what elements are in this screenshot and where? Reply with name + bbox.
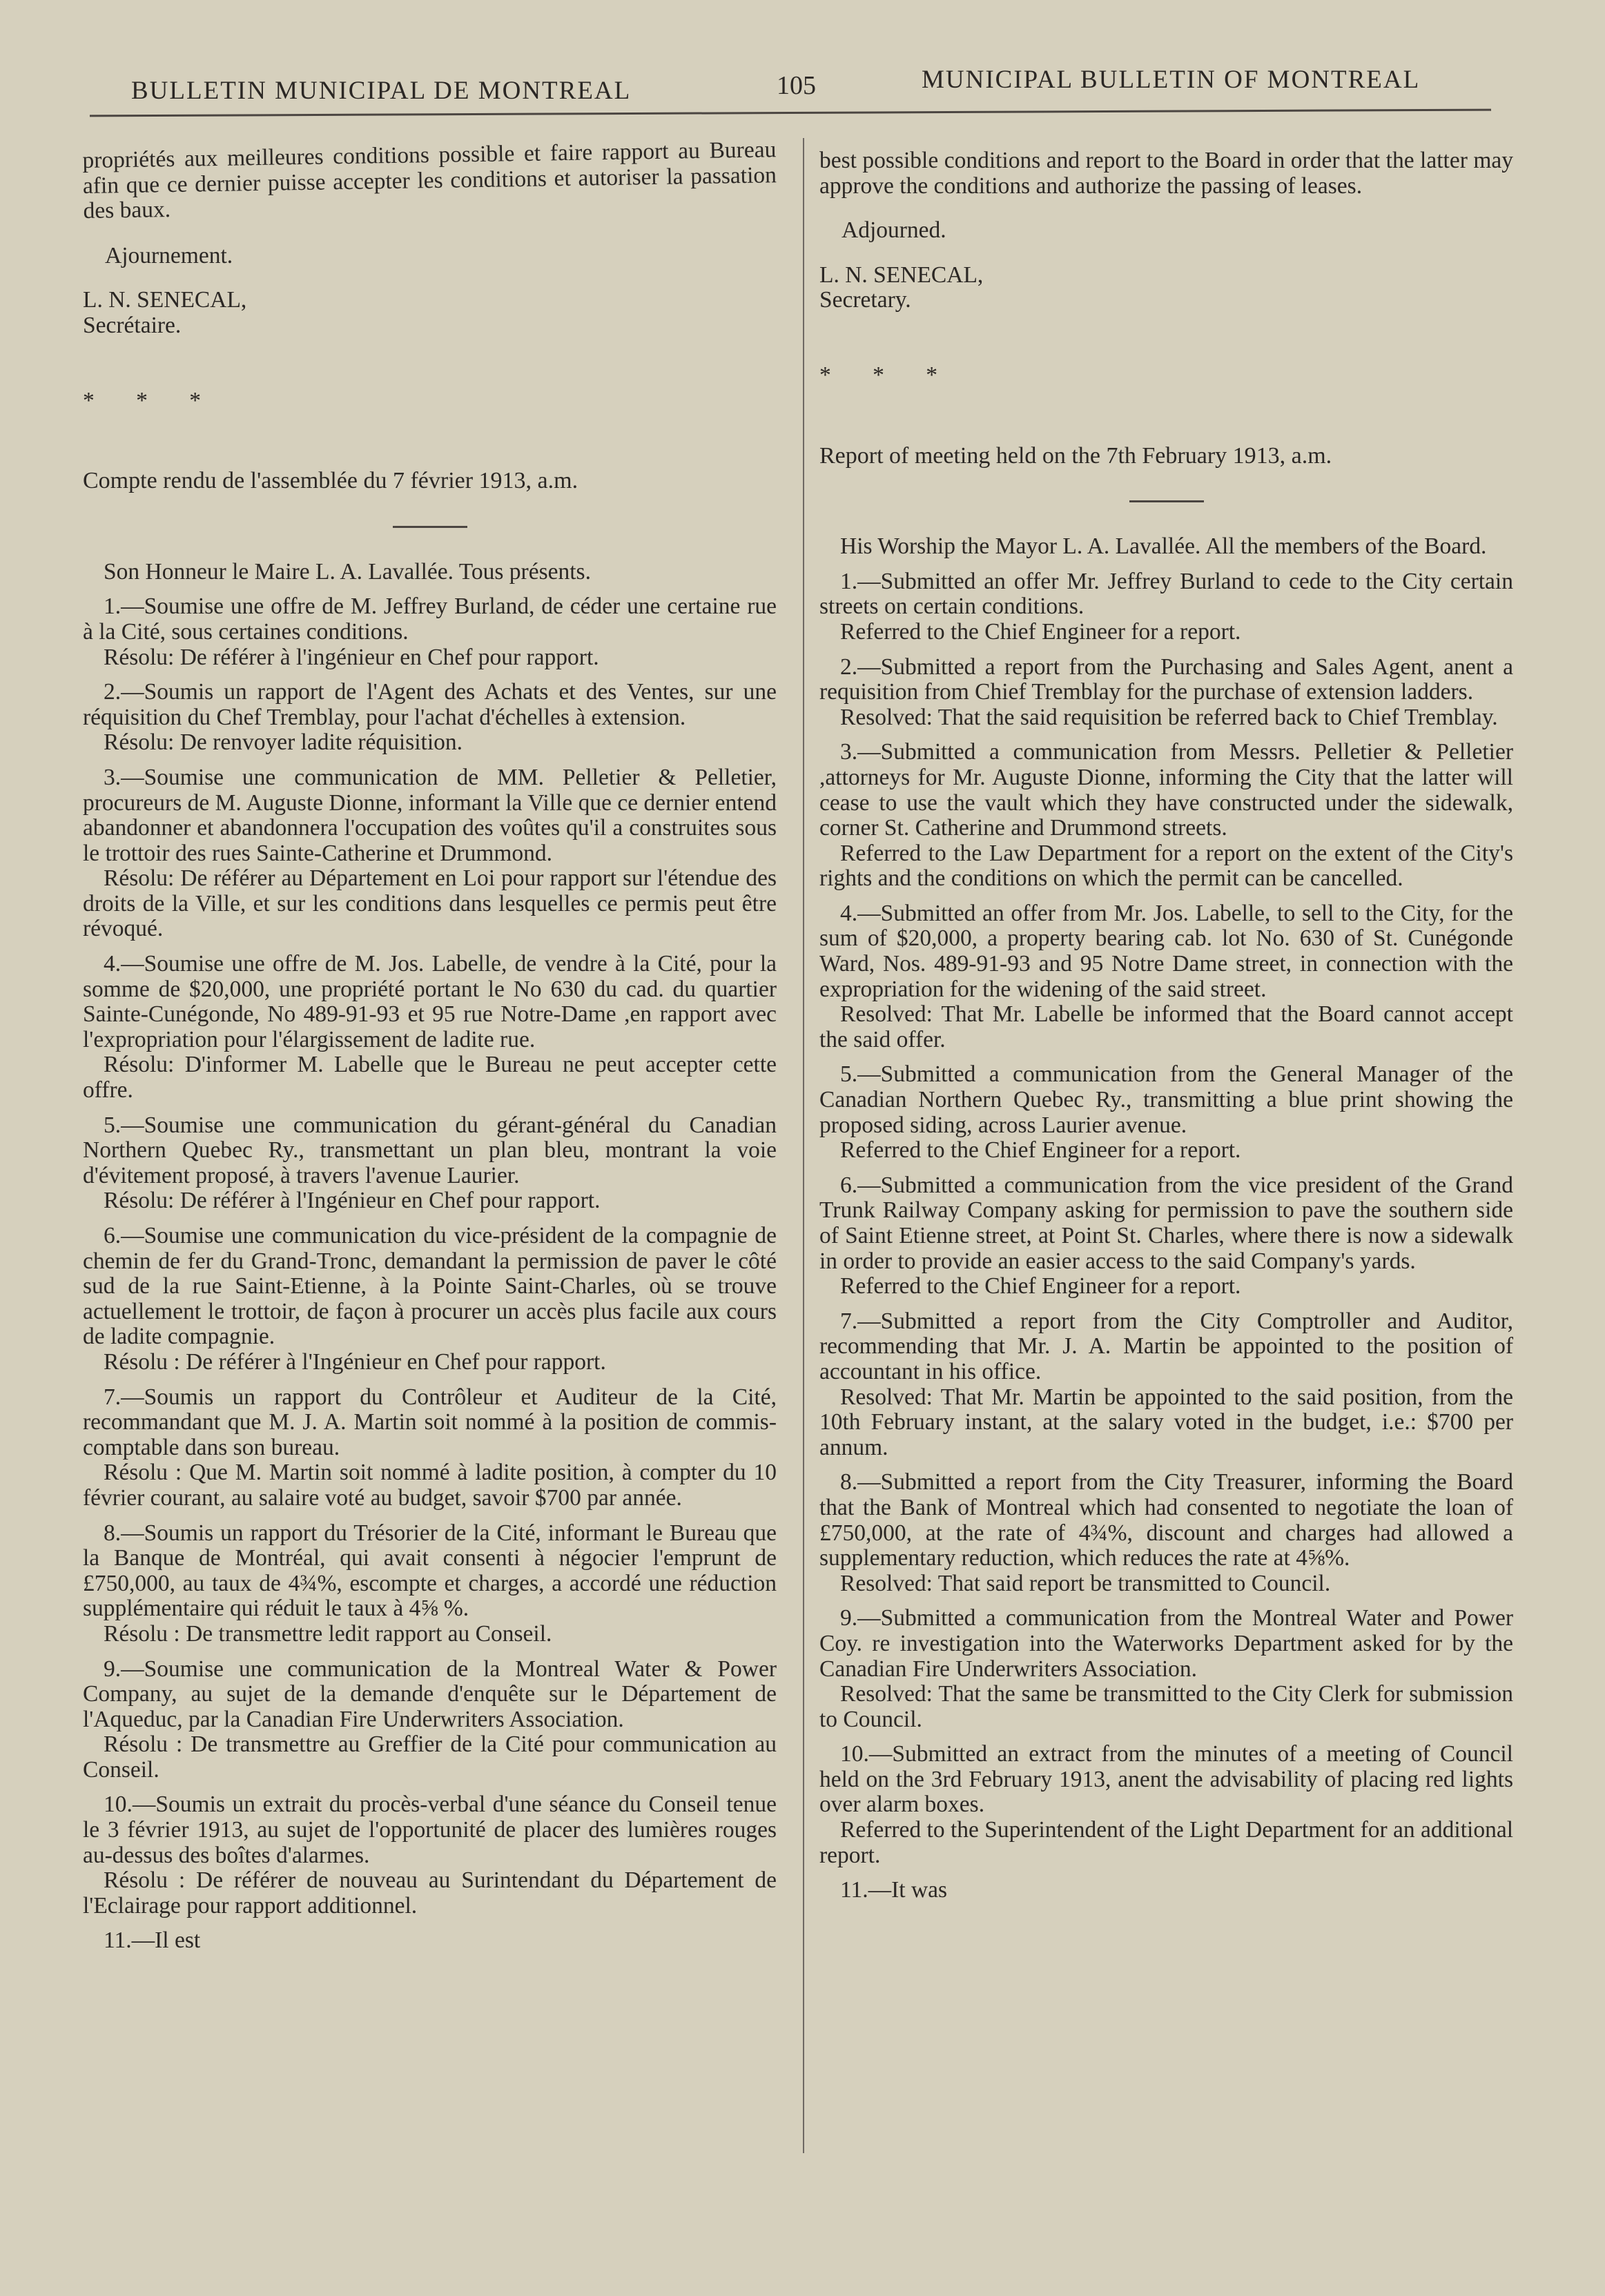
adjournment: Ajournement.	[105, 242, 233, 268]
list-item: 8.—Submitted a report from the City Treasurer, informing the Board that the Bank of Montreal which had consented to negotiate the loan of £750,000, at the rate of 4¾%, discount and charges had allowed a supplementary reduction, which reduces the rate at 4⅝%.	[819, 1469, 1513, 1571]
resolution: Resolved: That the said requisition be referred back to Chief Tremblay.	[840, 704, 1498, 730]
adjournment: Adjourned.	[842, 217, 946, 244]
list-item: 1.—Soumise une offre de M. Jeffrey Burland, de céder une certaine rue à la Cité, sous certaines conditions.	[83, 593, 777, 645]
signature-title: Secrétaire.	[83, 312, 182, 338]
list-item: 5.—Soumise une communication du gérant-général du Canadian Northern Quebec Ry., transmettant un plan bleu, montrant la voie d'évitement proposé, à travers l'avenue Laurier.	[83, 1112, 777, 1188]
list-item: 10.—Submitted an extract from the minutes of a meeting of Council held on the 3rd February 1913, anent the advisability of placing red lights over alarm boxes.	[819, 1741, 1513, 1818]
header-title-english: MUNICIPAL BULLETIN OF MONTREAL	[922, 66, 1421, 94]
list-item: 2.—Submitted a report from the Purchasing and Sales Agent, anent a requisition from Chief Tremblay for the purchase of extension ladders.	[819, 654, 1513, 705]
resolution: Referred to the Law Department for a report on the extent of the City's rights and the conditions on which the permit can be cancelled.	[819, 840, 1513, 892]
meeting-title: Report of meeting held on the 7th February 1913, a.m.	[819, 442, 1332, 469]
list-item: 8.—Soumis un rapport du Trésorier de la Cité, informant le Bureau que la Banque de Montréal, qui avait consenti à négocier l'emprunt de £750,000, au taux de 4¾%, escompte et charges, a accordé une réduction supplémentaire qui réduit le taux à 4⅝ %.	[83, 1520, 777, 1622]
list-item: 4.—Submitted an offer from Mr. Jos. Labelle, to sell to the City, for the sum of $20,000, a property bearing cab. lot No. 630 of St. Cunégonde Ward, Nos. 489-91-93 and 95 Notre Dame street, in connection with the expropriation for the widening of the said street.	[819, 900, 1513, 1002]
resolution: Résolu: De référer à l'ingénieur en Chef pour rapport.	[104, 644, 599, 670]
signature-title: Secretary.	[819, 287, 911, 313]
resolution: Referred to the Superintendent of the Light Department for an additional report.	[819, 1817, 1513, 1868]
header-title-french: BULLETIN MUNICIPAL DE MONTREAL	[131, 77, 632, 105]
intro-paragraph: best possible conditions and report to the Board in order that the latter may approve the conditions and authorize the passing of leases.	[819, 148, 1513, 199]
list-item: 1.—Submitted an offer Mr. Jeffrey Burland to cede to the City certain streets on certain conditions.	[819, 568, 1513, 620]
resolution: Résolu : De transmettre au Greffier de la Cité pour communication au Conseil.	[83, 1731, 777, 1783]
column-english	[819, 148, 1513, 1903]
resolution: Résolu: De référer à l'Ingénieur en Chef pour rapport.	[104, 1188, 601, 1214]
list-item: 2.—Soumis un rapport de l'Agent des Achats et des Ventes, sur une réquisition du Chef Tremblay, pour l'achat d'échelles à extension.	[83, 679, 777, 730]
header-rule	[90, 109, 1491, 117]
resolution: Résolu: De renvoyer ladite réquisition.	[104, 729, 463, 756]
resolution: Résolu : Que M. Martin soit nommé à ladite position, à compter du 10 février courant, au salaire voté au budget, savoir $700 par année.	[83, 1460, 777, 1511]
resolution: Resolved: That Mr. Labelle be informed that the Board cannot accept the said offer.	[819, 1001, 1513, 1052]
list-item: 7.—Soumis un rapport du Contrôleur et Auditeur de la Cité, recommandant que M. J. A. Martin soit nommé à la position de commis-comptable dans son bureau.	[83, 1384, 777, 1460]
list-item: 9.—Soumise une communication de la Montreal Water & Power Company, au sujet de la demande d'enquête sur le Département de l'Aqueduc, par la Canadian Fire Underwriters Association.	[83, 1656, 777, 1732]
list-item: 5.—Submitted a communication from the General Manager of the Canadian Northern Quebec Ry., transmitting a blue print showing the proposed siding, across Laurier avenue.	[819, 1061, 1513, 1138]
list-item: 7.—Submitted a report from the City Comptroller and Auditor, recommending that Mr. J. A. Martin be appointed to the position of accountant in his office.	[819, 1308, 1513, 1384]
list-item: 4.—Soumise une offre de M. Jos. Labelle, de vendre à la Cité, pour la somme de $20,000, une propriété portant le No 630 du cad. du quartier Sainte-Cunégonde, No 489-91-93 et 95 rue Notre-Dame ,en rapport avec l'expropriation pour l'élargissement de ladite rue.	[83, 951, 777, 1052]
closing-fragment: 11.—It was	[840, 1877, 948, 1903]
resolution: Résolu : De référer de nouveau au Surintendant du Département de l'Eclairage pour rapport additionnel.	[83, 1867, 777, 1919]
page-number: 105	[777, 71, 816, 100]
resolution: Referred to the Chief Engineer for a report.	[840, 1137, 1241, 1164]
attendance: Son Honneur le Maire L. A. Lavallée. Tous présents.	[104, 558, 591, 585]
list-item: 9.—Submitted a communication from the Montreal Water and Power Coy. re investigation into the Waterworks Department asked for by the Canadian Fire Underwriters Association.	[819, 1605, 1513, 1682]
resolution: Resolved: That the same be transmitted to the City Clerk for submission to Council.	[819, 1681, 1513, 1732]
list-item: 3.—Soumise une communication de MM. Pelletier & Pelletier, procureurs de M. Auguste Dionne, informant la Ville que ce dernier entend abandonner et abandonnera l'occupation des voûtes qu'il a construites sous le trottoir des rues Sainte-Catherine et Drummond.	[83, 764, 777, 866]
signature-name: L. N. SENECAL,	[83, 287, 247, 313]
section-separator: * * *	[819, 362, 955, 388]
signature-name: L. N. SENECAL,	[819, 262, 984, 288]
page-header	[124, 61, 1491, 109]
resolution: Résolu : De transmettre ledit rapport au Conseil.	[104, 1620, 552, 1647]
meeting-title: Compte rendu de l'assemblée du 7 février 1913, a.m.	[83, 468, 578, 494]
intro-paragraph: propriétés aux meilleures conditions possible et faire rapport au Bureau afin que ce dernier puisse accepter les conditions et autoriser la passation des baux.	[82, 137, 777, 224]
resolution: Referred to the Chief Engineer for a report.	[840, 618, 1241, 645]
column-french	[82, 137, 777, 1954]
list-item: 6.—Soumise une communication du vice-président de la compagnie de chemin de fer du Grand-Tronc, demandant la permission de paver le côté sud de la rue Saint-Etienne, à la Pointe Saint-Charles, où se trouve actuellement le trottoir, de façon à procurer un accès plus facile aux cours de ladite compagnie.	[83, 1223, 777, 1350]
list-item: 10.—Soumis un extrait du procès-verbal d'une séance du Conseil tenue le 3 février 1913, au sujet de l'opportunité de placer des lumières rouges au-dessus des boîtes d'alarmes.	[83, 1792, 777, 1868]
resolution: Résolu: De référer au Département en Loi pour rapport sur l'étendue des droits de la Ville, et sur les conditions dans lesquelles ce permis peut être révoqué.	[83, 865, 777, 942]
resolution: Résolu : De référer à l'Ingénieur en Chef pour rapport.	[104, 1348, 606, 1375]
resolution: Referred to the Chief Engineer for a report.	[840, 1273, 1241, 1299]
attendance: His Worship the Mayor L. A. Lavallée. All the members of the Board.	[840, 533, 1487, 560]
section-separator: * * *	[83, 387, 219, 413]
column-divider	[803, 138, 804, 2153]
list-item: 3.—Submitted a communication from Messrs. Pelletier & Pelletier ,attorneys for Mr. Auguste Dionne, informing the City that the latter will cease to use the vault which they have constructed under the sidewalk, corner St. Catherine and Drummond streets.	[819, 739, 1513, 841]
list-item: 6.—Submitted a communication from the vice president of the Grand Trunk Railway Company asking for permission to pave the southern side of Saint Etienne street, at Point St. Charles, where there is now a sidewalk in order to provide an easier access to the said Company's yards.	[819, 1172, 1513, 1274]
resolution: Résolu: D'informer M. Labelle que le Bureau ne peut accepter cette offre.	[83, 1052, 777, 1103]
resolution: Resolved: That said report be transmitted to Council.	[840, 1570, 1331, 1596]
resolution: Resolved: That Mr. Martin be appointed to the said position, from the 10th February instant, at the salary voted in the budget, i.e.: $700 per annum.	[819, 1384, 1513, 1460]
closing-fragment: 11.—Il est	[104, 1927, 201, 1954]
